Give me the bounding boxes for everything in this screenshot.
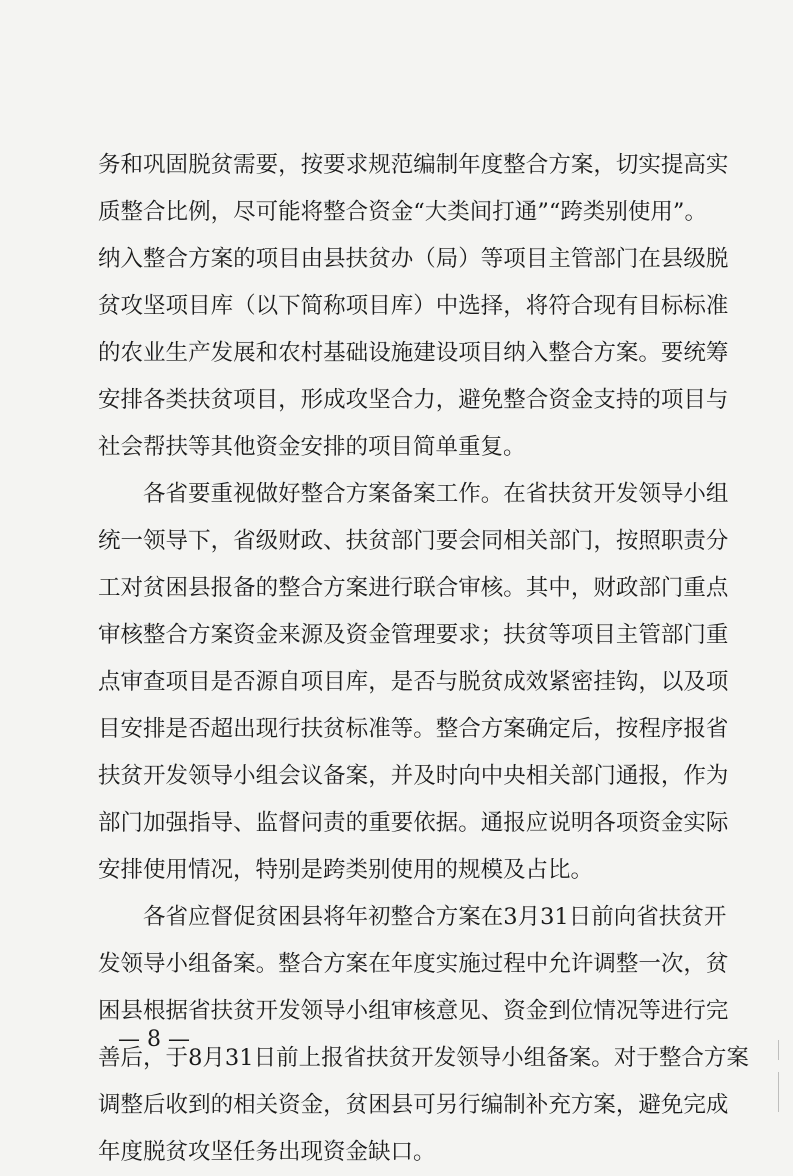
text-line: 工 对 贫 困 县 报 备 的 整 合 方 案 进 行 联 合 审 核 。 其 中 ， 财 政 部 门 重 点 — [98, 575, 729, 601]
paragraph-first-line: 各 省 要 重 视 做 好 整 合 方 案 备 案 工 作 。 在 省 扶 贫 开 发 领 导 小 组 — [143, 481, 729, 507]
text-line: 纳 入 整 合 方 案 的 项 目 由 县 扶 贫 办 （ 局 ） 等 项 目 主 管 部 门 在 县 级 脱 — [98, 246, 729, 272]
page-number: — 8 — — [118, 1027, 190, 1052]
text-line: 务 和 巩 固 脱 贫 需 要 ， 按 要 求 规 范 编 制 年 度 整 合 方 案 ， 切 实 提 高 实 — [98, 152, 729, 178]
text-line: 审 核 整 合 方 案 资 金 来 源 及 资 金 管 理 要 求 ； 扶 贫 等 项 目 主 管 部 门 重 — [98, 622, 729, 648]
document-body — [98, 142, 749, 1176]
paragraph-first-line: 各 省 应 督 促 贫 困 县 将 年 初 整 合 方 案 在 3 月 3 1 日 前 向 省 扶 贫 开 — [143, 904, 727, 930]
text-line: 贫 攻 坚 项 目 库 （ 以 下 简 称 项 目 库 ） 中 选 择 ， 将 符 合 现 有 目 标 标 准 — [98, 293, 729, 319]
text-line: 统 一 领 导 下 ， 省 级 财 政 、 扶 贫 部 门 要 会 同 相 关 部 门 ， 按 照 职 责 分 — [98, 528, 729, 554]
text-line: 点 审 查 项 目 是 否 源 自 项 目 库 ， 是 否 与 脱 贫 成 效 紧 密 挂 钩 ， 以 及 项 — [98, 669, 729, 695]
text-line: 发 领 导 小 组 备 案 。 整 合 方 案 在 年 度 实 施 过 程 中 允 许 调 整 一 次 ， 贫 — [98, 951, 729, 977]
text-line: 年度脱贫攻坚任务出现资金缺口。 — [98, 1139, 436, 1165]
text-line: 部 门 加 强 指 导 、 监 督 问 责 的 重 要 依 据 。 通 报 应 说 明 各 项 资 金 实 际 — [98, 810, 729, 836]
text-line: 社会帮扶等其他资金安排的项目简单重复。 — [98, 434, 526, 460]
scan-edge-mark — [778, 1072, 779, 1112]
text-line: 安排使用情况，特别是跨类别使用的规模及占比。 — [98, 857, 594, 883]
text-line: 困 县 根 据 省 扶 贫 开 发 领 导 小 组 审 核 意 见 、 资 金 到 位 情 况 等 进 行 完 — [98, 998, 729, 1024]
text-line: 善 后 ， 于 8 月 3 1 日 前 上 报 省 扶 贫 开 发 领 导 小 组 备 案 。 对 于 整 合 方 案 — [98, 1045, 749, 1071]
text-line: 目 安 排 是 否 超 出 现 行 扶 贫 标 准 等 。 整 合 方 案 确 定 后 ， 按 程 序 报 省 — [98, 716, 729, 742]
text-line: 调 整 后 收 到 的 相 关 资 金 ， 贫 困 县 可 另 行 编 制 补 充 方 案 ， 避 免 完 成 — [98, 1092, 729, 1118]
text-line: 安 排 各 类 扶 贫 项 目 ， 形 成 攻 坚 合 力 ， 避 免 整 合 资 金 支 持 的 项 目 与 — [98, 387, 729, 413]
text-line: 扶 贫 开 发 领 导 小 组 会 议 备 案 ， 并 及 时 向 中 央 相 关 部 门 通 报 ， 作 为 — [98, 763, 729, 789]
text-line: 的 农 业 生 产 发 展 和 农 村 基 础 设 施 建 设 项 目 纳 入 整 合 方 案 。 要 统 筹 — [98, 340, 729, 366]
text-line: 质 整 合 比 例 ， 尽 可 能 将 整 合 资 金 “ 大 类 间 打 通 ” “ 跨 类 别 使 用 ” 。 — [98, 199, 707, 225]
scan-edge-mark — [778, 1040, 779, 1060]
